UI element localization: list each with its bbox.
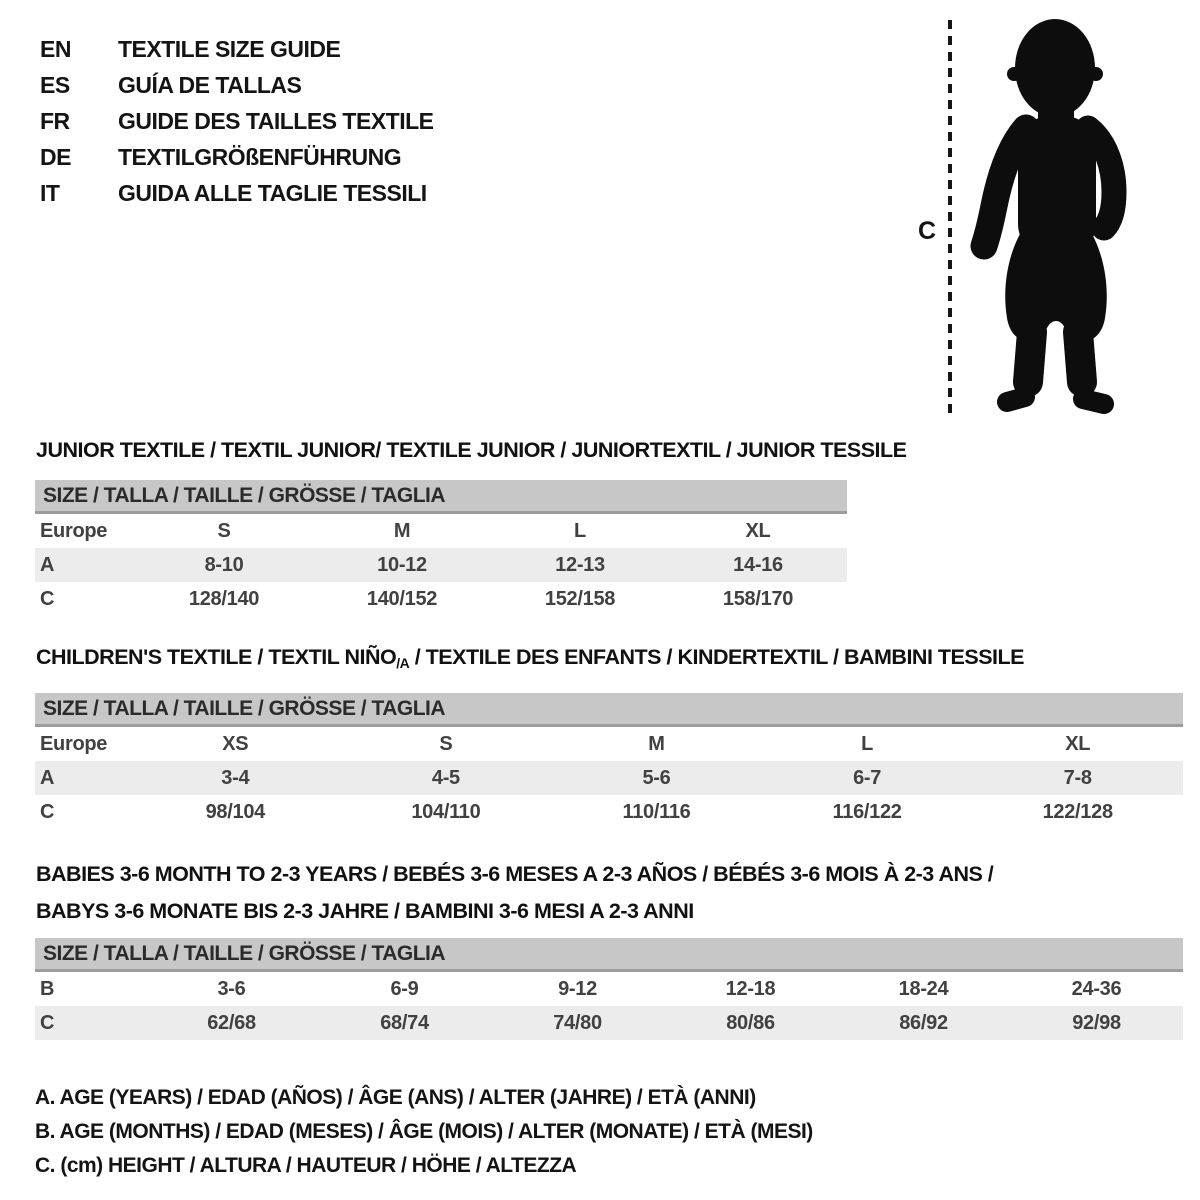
size-cell: 9-12	[558, 977, 597, 1000]
measure-legend	[35, 1081, 1185, 1183]
section-title-children	[36, 643, 1185, 677]
height-measure-line	[948, 20, 952, 418]
table-header-row	[35, 480, 847, 513]
language-row	[40, 139, 434, 175]
size-cell: 12-18	[725, 977, 776, 1000]
guide-title: GUIDE DES TAILLES TEXTILE	[118, 108, 434, 134]
guide-title: TEXTILE SIZE GUIDE	[118, 36, 341, 62]
size-cell: S	[439, 732, 453, 755]
title-line: BABIES 3-6 MONTH TO 2-3 YEARS / BEBÉS 3-6 MESES A 2-3 AÑOS / BÉBÉS 3-6 MOIS À 2-3 ANS /	[36, 862, 994, 886]
table-row	[35, 548, 847, 582]
size-header-bar: SIZE / TALLA / TAILLE / GRÖSSE / TAGLIA	[35, 938, 1183, 971]
size-cell: 158/170	[722, 587, 794, 610]
table-row	[35, 513, 847, 549]
size-cell: 18-24	[898, 977, 949, 1000]
size-cell: 86/92	[899, 1011, 948, 1034]
size-header-bar: SIZE / TALLA / TAILLE / GRÖSSE / TAGLIA	[35, 693, 1183, 726]
size-cell: 6-7	[853, 766, 882, 789]
size-cell: S	[217, 519, 231, 542]
size-cell: 92/98	[1072, 1011, 1121, 1034]
language-row	[40, 67, 434, 103]
size-cell: 122/128	[1042, 800, 1113, 823]
size-cell: XL	[745, 519, 771, 542]
size-cell: 6-9	[390, 977, 419, 1000]
size-cell: 4-5	[431, 766, 460, 789]
guide-title: GUÍA DE TALLAS	[118, 72, 302, 98]
size-cell: L	[574, 519, 586, 542]
size-cell: 140/152	[366, 587, 438, 610]
size-cell: 24-36	[1071, 977, 1122, 1000]
size-cell: 14-16	[733, 553, 783, 576]
language-code: IT	[40, 180, 60, 206]
language-code: EN	[40, 36, 71, 62]
size-header-bar: SIZE / TALLA / TAILLE / GRÖSSE / TAGLIA	[35, 480, 847, 513]
size-cell: XL	[1065, 732, 1091, 755]
size-cell: XS	[222, 732, 249, 755]
size-cell: 7-8	[1063, 766, 1092, 789]
size-cell: 152/158	[544, 587, 616, 610]
children-size-table	[35, 693, 1183, 829]
size-cell: 74/80	[553, 1011, 602, 1034]
size-cell: 10-12	[377, 553, 427, 576]
table-header-row	[35, 693, 1183, 726]
row-label: A	[40, 553, 55, 576]
row-label: Europe	[40, 732, 108, 755]
title-subscript: /A	[396, 655, 410, 671]
language-row	[40, 31, 434, 67]
guide-title: GUIDA ALLE TAGLIE TESSILI	[118, 180, 427, 206]
height-c-label: C	[918, 217, 937, 245]
size-cell: 5-6	[642, 766, 671, 789]
language-code: DE	[40, 144, 71, 170]
row-label: Europe	[40, 519, 108, 542]
legend-line-a: A. AGE (YEARS) / EDAD (AÑOS) / ÂGE (ANS) / ALTER (JAHRE) / ETÀ (ANNI)	[35, 1086, 756, 1109]
legend-line-c: C. (cm) HEIGHT / ALTURA / HAUTEUR / HÖHE / ALTEZZA	[35, 1154, 577, 1177]
size-cell: 3-6	[217, 977, 246, 1000]
size-cell: 62/68	[207, 1011, 256, 1034]
height-figure	[900, 14, 1150, 424]
table-row	[35, 1006, 1183, 1040]
size-cell: 12-13	[555, 553, 605, 576]
title-line: BABYS 3-6 MONATE BIS 2-3 JAHRE / BAMBINI 3-6 MESI A 2-3 ANNI	[36, 899, 694, 923]
table-row	[35, 761, 1183, 795]
table-row	[35, 582, 847, 616]
section-title-junior: JUNIOR TEXTILE / TEXTIL JUNIOR/ TEXTILE JUNIOR / JUNIORTEXTIL / JUNIOR TESSILE	[36, 438, 907, 462]
table-header-row	[35, 938, 1183, 971]
row-label: B	[40, 977, 55, 1000]
language-row	[40, 175, 434, 211]
size-cell: 116/122	[832, 800, 902, 823]
table-row	[35, 726, 1183, 762]
toddler-silhouette-icon	[962, 16, 1137, 416]
row-label: A	[40, 766, 55, 789]
size-cell: M	[393, 519, 411, 542]
table-row	[35, 971, 1183, 1007]
size-cell: 8-10	[204, 553, 244, 576]
language-code: ES	[40, 72, 70, 98]
size-cell: 128/140	[188, 587, 260, 610]
language-row	[40, 103, 434, 139]
legend-line-b: B. AGE (MONTHS) / EDAD (MESES) / ÂGE (MOIS) / ALTER (MONATE) / ETÀ (MESI)	[35, 1120, 813, 1143]
row-label: C	[40, 1011, 55, 1034]
title-text: / TEXTILE DES ENFANTS / KINDERTEXTIL / BAMBINI TESSILE	[409, 645, 1024, 669]
row-label: C	[40, 587, 55, 610]
language-title-block	[40, 31, 434, 211]
size-cell: 104/110	[411, 800, 481, 823]
section-title-babies	[36, 856, 1185, 930]
size-cell: 3-4	[221, 766, 250, 789]
size-tables-content	[35, 436, 1185, 1183]
babies-size-table	[35, 938, 1183, 1040]
size-cell: 80/86	[726, 1011, 775, 1034]
size-cell: 110/116	[622, 800, 691, 823]
junior-size-table	[35, 480, 847, 616]
table-row	[35, 795, 1183, 829]
title-text: CHILDREN'S TEXTILE / TEXTIL NIÑO	[36, 645, 397, 669]
size-cell: 98/104	[205, 800, 265, 823]
size-cell: 68/74	[380, 1011, 429, 1034]
size-cell: L	[861, 732, 874, 755]
language-code: FR	[40, 108, 70, 134]
size-cell: M	[648, 732, 665, 755]
guide-title: TEXTILGRÖßENFÜHRUNG	[118, 144, 402, 170]
row-label: C	[40, 800, 55, 823]
